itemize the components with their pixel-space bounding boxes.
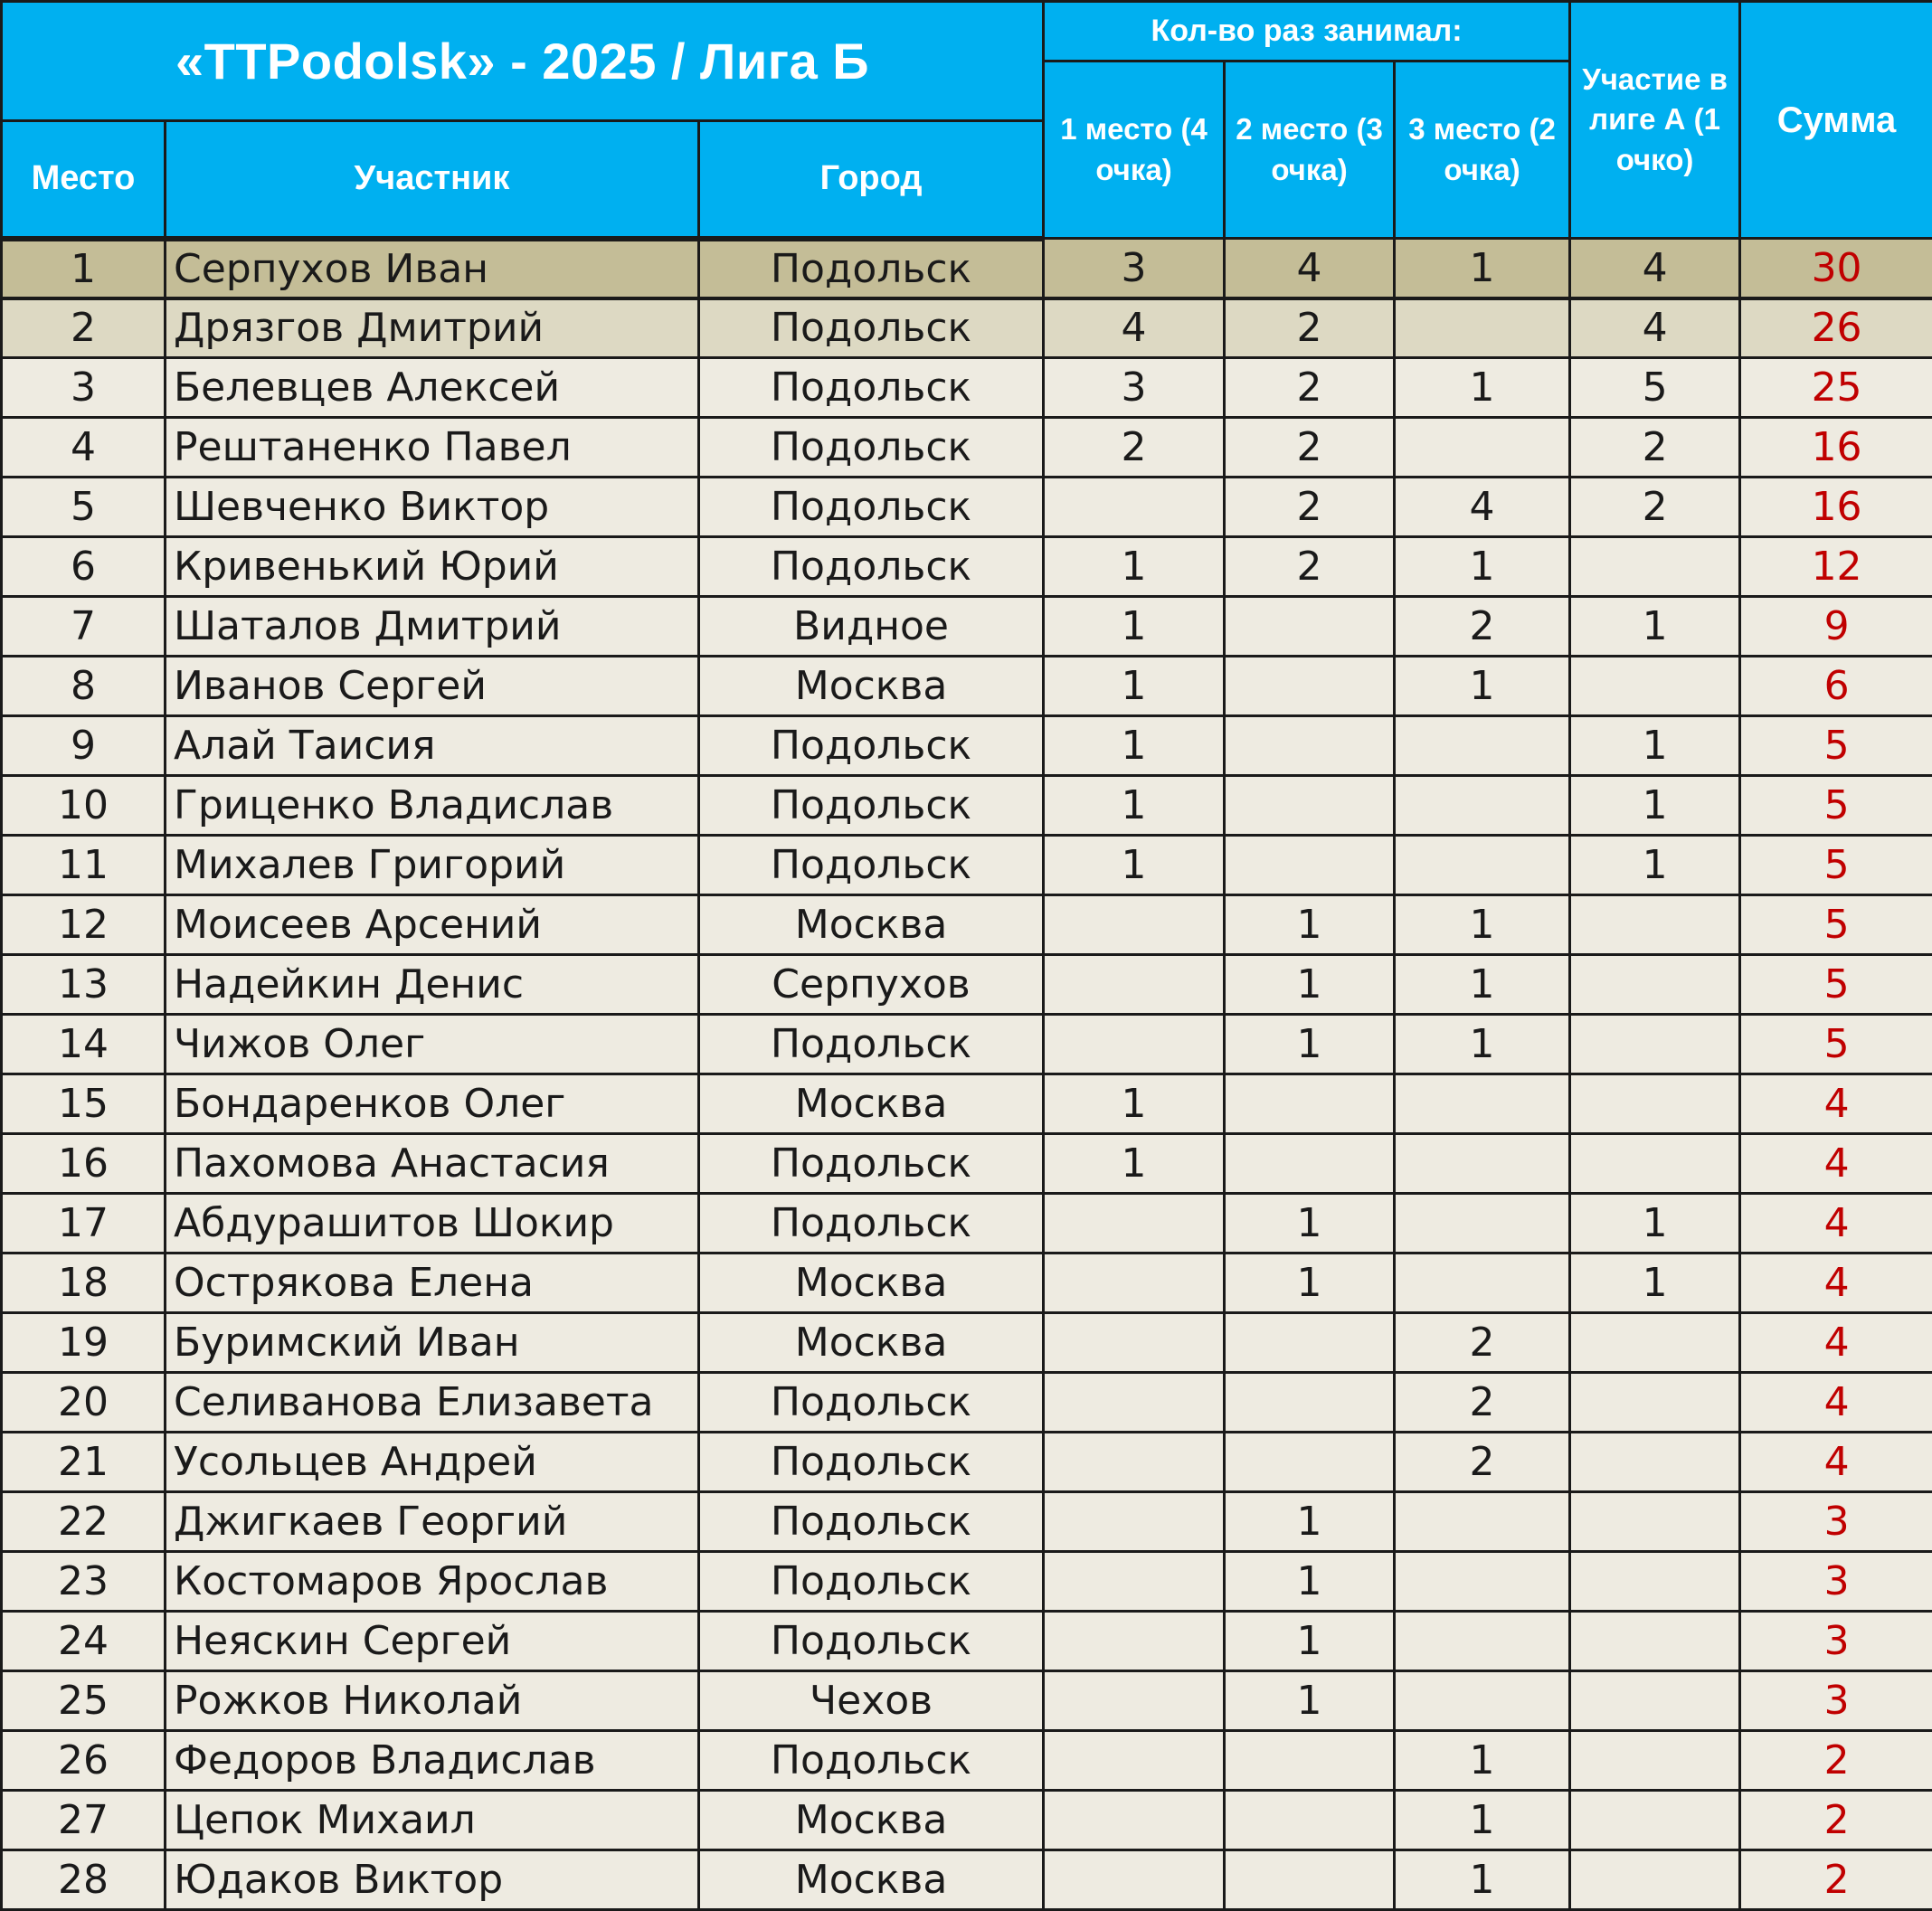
city-cell: Подольск bbox=[699, 1612, 1044, 1671]
table-row bbox=[2, 1134, 1932, 1194]
participant-cell: Абдурашитов Шокир bbox=[166, 1194, 699, 1254]
sum-cell: 4 bbox=[1740, 1194, 1932, 1254]
league-a-count-cell bbox=[1570, 1015, 1740, 1074]
league-a-count-cell bbox=[1570, 955, 1740, 1015]
table-row bbox=[2, 478, 1932, 537]
second-place-count-cell bbox=[1225, 657, 1395, 716]
third-place-count-cell: 1 bbox=[1395, 1850, 1570, 1910]
table-row bbox=[2, 1671, 1932, 1731]
sum-cell: 4 bbox=[1740, 1433, 1932, 1492]
table-row bbox=[2, 776, 1932, 836]
league-a-count-cell bbox=[1570, 537, 1740, 597]
first-place-count-cell bbox=[1044, 1492, 1225, 1552]
place-cell: 15 bbox=[2, 1074, 166, 1134]
table-row bbox=[2, 597, 1932, 657]
table-row bbox=[2, 418, 1932, 478]
first-place-count-cell: 1 bbox=[1044, 597, 1225, 657]
second-place-count-cell bbox=[1225, 1373, 1395, 1433]
table-row bbox=[2, 1433, 1932, 1492]
league-a-count-cell: 1 bbox=[1570, 716, 1740, 776]
city-cell: Подольск bbox=[699, 776, 1044, 836]
sum-cell: 2 bbox=[1740, 1850, 1932, 1910]
sum-cell: 4 bbox=[1740, 1254, 1932, 1313]
third-place-count-cell: 1 bbox=[1395, 1015, 1570, 1074]
sum-cell: 30 bbox=[1740, 239, 1932, 298]
first-place-count-cell bbox=[1044, 478, 1225, 537]
first-place-count-cell bbox=[1044, 1791, 1225, 1850]
third-place-count-cell: 1 bbox=[1395, 537, 1570, 597]
participant-cell: Кривенький Юрий bbox=[166, 537, 699, 597]
third-place-count-cell bbox=[1395, 776, 1570, 836]
league-a-count-cell: 2 bbox=[1570, 478, 1740, 537]
city-cell: Подольск bbox=[699, 1492, 1044, 1552]
participant-cell: Иванов Сергей bbox=[166, 657, 699, 716]
third-place-count-cell bbox=[1395, 1254, 1570, 1313]
times-placed-header: Кол-во раз занимал: bbox=[1044, 2, 1570, 61]
third-place-count-cell bbox=[1395, 298, 1570, 358]
league-a-count-cell bbox=[1570, 1074, 1740, 1134]
participant-cell: Надейкин Денис bbox=[166, 955, 699, 1015]
second-place-count-cell: 1 bbox=[1225, 1612, 1395, 1671]
first-place-header: 1 место (4 очка) bbox=[1044, 61, 1225, 239]
first-place-count-cell bbox=[1044, 1194, 1225, 1254]
city-cell: Подольск bbox=[699, 1194, 1044, 1254]
first-place-count-cell: 4 bbox=[1044, 298, 1225, 358]
first-place-count-cell bbox=[1044, 1552, 1225, 1612]
first-place-count-cell: 1 bbox=[1044, 836, 1225, 895]
league-a-header: Участие в лиге А (1 очко) bbox=[1570, 2, 1740, 239]
sum-cell: 3 bbox=[1740, 1612, 1932, 1671]
participant-cell: Чижов Олег bbox=[166, 1015, 699, 1074]
league-a-count-cell bbox=[1570, 657, 1740, 716]
sum-cell: 6 bbox=[1740, 657, 1932, 716]
city-cell: Подольск bbox=[699, 1134, 1044, 1194]
participant-cell: Цепок Михаил bbox=[166, 1791, 699, 1850]
second-place-count-cell: 1 bbox=[1225, 955, 1395, 1015]
city-cell: Подольск bbox=[699, 1373, 1044, 1433]
table-title: «TTPodolsk» - 2025 / Лига Б bbox=[2, 2, 1044, 121]
third-place-count-cell: 1 bbox=[1395, 1791, 1570, 1850]
table-header bbox=[2, 2, 1932, 239]
first-place-count-cell: 3 bbox=[1044, 239, 1225, 298]
sum-cell: 5 bbox=[1740, 836, 1932, 895]
sum-cell: 5 bbox=[1740, 955, 1932, 1015]
second-place-header: 2 место (3 очка) bbox=[1225, 61, 1395, 239]
participant-cell: Усольцев Андрей bbox=[166, 1433, 699, 1492]
participant-cell: Буримский Иван bbox=[166, 1313, 699, 1373]
second-place-count-cell: 1 bbox=[1225, 1015, 1395, 1074]
city-cell: Подольск bbox=[699, 1731, 1044, 1791]
second-place-count-cell bbox=[1225, 1313, 1395, 1373]
place-cell: 12 bbox=[2, 895, 166, 955]
league-a-count-cell bbox=[1570, 1552, 1740, 1612]
league-a-count-cell bbox=[1570, 1373, 1740, 1433]
table-row bbox=[2, 1552, 1932, 1612]
third-place-count-cell: 1 bbox=[1395, 358, 1570, 418]
third-place-count-cell bbox=[1395, 418, 1570, 478]
place-cell: 18 bbox=[2, 1254, 166, 1313]
city-cell: Подольск bbox=[699, 298, 1044, 358]
sum-cell: 16 bbox=[1740, 418, 1932, 478]
sum-cell: 4 bbox=[1740, 1074, 1932, 1134]
participant-cell: Костомаров Ярослав bbox=[166, 1552, 699, 1612]
city-cell: Чехов bbox=[699, 1671, 1044, 1731]
first-place-count-cell bbox=[1044, 1612, 1225, 1671]
city-cell: Подольск bbox=[699, 239, 1044, 298]
third-place-count-cell: 1 bbox=[1395, 895, 1570, 955]
first-place-count-cell: 1 bbox=[1044, 537, 1225, 597]
sum-cell: 26 bbox=[1740, 298, 1932, 358]
table-row bbox=[2, 955, 1932, 1015]
city-cell: Подольск bbox=[699, 537, 1044, 597]
place-cell: 21 bbox=[2, 1433, 166, 1492]
sum-cell: 3 bbox=[1740, 1492, 1932, 1552]
third-place-count-cell bbox=[1395, 1492, 1570, 1552]
league-a-count-cell: 5 bbox=[1570, 358, 1740, 418]
participant-cell: Острякова Елена bbox=[166, 1254, 699, 1313]
participant-cell: Шевченко Виктор bbox=[166, 478, 699, 537]
third-place-count-cell: 1 bbox=[1395, 657, 1570, 716]
second-place-count-cell: 2 bbox=[1225, 418, 1395, 478]
sum-header: Сумма bbox=[1740, 2, 1932, 239]
city-cell: Подольск bbox=[699, 716, 1044, 776]
place-cell: 10 bbox=[2, 776, 166, 836]
third-place-count-cell: 2 bbox=[1395, 597, 1570, 657]
table-row bbox=[2, 358, 1932, 418]
sum-cell: 25 bbox=[1740, 358, 1932, 418]
sum-cell: 5 bbox=[1740, 776, 1932, 836]
second-place-count-cell bbox=[1225, 716, 1395, 776]
city-cell: Москва bbox=[699, 657, 1044, 716]
place-cell: 4 bbox=[2, 418, 166, 478]
participant-cell: Шаталов Дмитрий bbox=[166, 597, 699, 657]
league-a-count-cell bbox=[1570, 1850, 1740, 1910]
second-place-count-cell bbox=[1225, 1433, 1395, 1492]
third-place-count-cell bbox=[1395, 1134, 1570, 1194]
participant-header: Участник bbox=[166, 121, 699, 239]
place-cell: 11 bbox=[2, 836, 166, 895]
place-cell: 6 bbox=[2, 537, 166, 597]
third-place-count-cell bbox=[1395, 1552, 1570, 1612]
city-cell: Москва bbox=[699, 895, 1044, 955]
participant-cell: Неяскин Сергей bbox=[166, 1612, 699, 1671]
first-place-count-cell: 1 bbox=[1044, 776, 1225, 836]
city-cell: Москва bbox=[699, 1850, 1044, 1910]
league-a-count-cell bbox=[1570, 1612, 1740, 1671]
sum-cell: 3 bbox=[1740, 1671, 1932, 1731]
place-cell: 9 bbox=[2, 716, 166, 776]
league-a-count-cell: 2 bbox=[1570, 418, 1740, 478]
place-cell: 28 bbox=[2, 1850, 166, 1910]
first-place-count-cell: 1 bbox=[1044, 657, 1225, 716]
participant-cell: Юдаков Виктор bbox=[166, 1850, 699, 1910]
second-place-count-cell bbox=[1225, 1731, 1395, 1791]
city-cell: Серпухов bbox=[699, 955, 1044, 1015]
city-cell: Подольск bbox=[699, 1433, 1044, 1492]
third-place-header: 3 место (2 очка) bbox=[1395, 61, 1570, 239]
third-place-count-cell: 2 bbox=[1395, 1373, 1570, 1433]
city-header: Город bbox=[699, 121, 1044, 239]
second-place-count-cell: 1 bbox=[1225, 895, 1395, 955]
place-cell: 13 bbox=[2, 955, 166, 1015]
first-place-count-cell bbox=[1044, 955, 1225, 1015]
place-cell: 26 bbox=[2, 1731, 166, 1791]
participant-cell: Моисеев Арсений bbox=[166, 895, 699, 955]
second-place-count-cell: 1 bbox=[1225, 1492, 1395, 1552]
place-cell: 2 bbox=[2, 298, 166, 358]
sum-cell: 5 bbox=[1740, 895, 1932, 955]
participant-cell: Бондаренков Олег bbox=[166, 1074, 699, 1134]
second-place-count-cell: 1 bbox=[1225, 1194, 1395, 1254]
table-row bbox=[2, 657, 1932, 716]
table-row bbox=[2, 836, 1932, 895]
first-place-count-cell bbox=[1044, 1671, 1225, 1731]
third-place-count-cell: 2 bbox=[1395, 1433, 1570, 1492]
first-place-count-cell: 2 bbox=[1044, 418, 1225, 478]
city-cell: Москва bbox=[699, 1254, 1044, 1313]
city-cell: Подольск bbox=[699, 836, 1044, 895]
league-a-count-cell: 1 bbox=[1570, 597, 1740, 657]
third-place-count-cell bbox=[1395, 1074, 1570, 1134]
sum-cell: 5 bbox=[1740, 1015, 1932, 1074]
first-place-count-cell bbox=[1044, 895, 1225, 955]
first-place-count-cell: 1 bbox=[1044, 716, 1225, 776]
place-cell: 16 bbox=[2, 1134, 166, 1194]
first-place-count-cell: 3 bbox=[1044, 358, 1225, 418]
table-row bbox=[2, 1850, 1932, 1910]
place-cell: 3 bbox=[2, 358, 166, 418]
first-place-count-cell bbox=[1044, 1433, 1225, 1492]
participant-cell: Белевцев Алексей bbox=[166, 358, 699, 418]
table-row bbox=[2, 1254, 1932, 1313]
table-body bbox=[2, 239, 1932, 1910]
league-a-count-cell bbox=[1570, 1433, 1740, 1492]
sum-cell: 4 bbox=[1740, 1373, 1932, 1433]
place-cell: 7 bbox=[2, 597, 166, 657]
third-place-count-cell: 4 bbox=[1395, 478, 1570, 537]
second-place-count-cell: 2 bbox=[1225, 358, 1395, 418]
place-cell: 20 bbox=[2, 1373, 166, 1433]
first-place-count-cell bbox=[1044, 1254, 1225, 1313]
league-a-count-cell bbox=[1570, 1492, 1740, 1552]
table-row bbox=[2, 298, 1932, 358]
participant-cell: Серпухов Иван bbox=[166, 239, 699, 298]
participant-cell: Алай Таисия bbox=[166, 716, 699, 776]
participant-cell: Джигкаев Георгий bbox=[166, 1492, 699, 1552]
table-row bbox=[2, 1074, 1932, 1134]
sum-cell: 4 bbox=[1740, 1313, 1932, 1373]
third-place-count-cell: 1 bbox=[1395, 955, 1570, 1015]
first-place-count-cell bbox=[1044, 1850, 1225, 1910]
place-cell: 19 bbox=[2, 1313, 166, 1373]
city-cell: Москва bbox=[699, 1791, 1044, 1850]
second-place-count-cell bbox=[1225, 1074, 1395, 1134]
city-cell: Москва bbox=[699, 1074, 1044, 1134]
table-row bbox=[2, 1492, 1932, 1552]
table-row bbox=[2, 1731, 1932, 1791]
table-row bbox=[2, 537, 1932, 597]
participant-cell: Дрязгов Дмитрий bbox=[166, 298, 699, 358]
city-cell: Подольск bbox=[699, 1015, 1044, 1074]
second-place-count-cell bbox=[1225, 1134, 1395, 1194]
second-place-count-cell: 1 bbox=[1225, 1671, 1395, 1731]
place-cell: 24 bbox=[2, 1612, 166, 1671]
table-row bbox=[2, 895, 1932, 955]
second-place-count-cell: 4 bbox=[1225, 239, 1395, 298]
league-a-count-cell: 1 bbox=[1570, 776, 1740, 836]
third-place-count-cell bbox=[1395, 1612, 1570, 1671]
sum-cell: 2 bbox=[1740, 1731, 1932, 1791]
second-place-count-cell: 1 bbox=[1225, 1552, 1395, 1612]
second-place-count-cell: 2 bbox=[1225, 537, 1395, 597]
third-place-count-cell bbox=[1395, 716, 1570, 776]
place-cell: 14 bbox=[2, 1015, 166, 1074]
sum-cell: 4 bbox=[1740, 1134, 1932, 1194]
table-row bbox=[2, 1791, 1932, 1850]
league-a-count-cell bbox=[1570, 1731, 1740, 1791]
table-row bbox=[2, 1612, 1932, 1671]
second-place-count-cell bbox=[1225, 1791, 1395, 1850]
first-place-count-cell bbox=[1044, 1313, 1225, 1373]
league-a-count-cell: 1 bbox=[1570, 836, 1740, 895]
participant-cell: Рожков Николай bbox=[166, 1671, 699, 1731]
first-place-count-cell bbox=[1044, 1731, 1225, 1791]
table-row bbox=[2, 1313, 1932, 1373]
third-place-count-cell bbox=[1395, 1671, 1570, 1731]
city-cell: Москва bbox=[699, 1313, 1044, 1373]
third-place-count-cell: 1 bbox=[1395, 239, 1570, 298]
place-cell: 23 bbox=[2, 1552, 166, 1612]
second-place-count-cell bbox=[1225, 776, 1395, 836]
league-a-count-cell: 1 bbox=[1570, 1194, 1740, 1254]
sum-cell: 9 bbox=[1740, 597, 1932, 657]
participant-cell: Гриценко Владислав bbox=[166, 776, 699, 836]
sum-cell: 12 bbox=[1740, 537, 1932, 597]
city-cell: Видное bbox=[699, 597, 1044, 657]
sum-cell: 16 bbox=[1740, 478, 1932, 537]
second-place-count-cell: 2 bbox=[1225, 298, 1395, 358]
league-a-count-cell: 4 bbox=[1570, 239, 1740, 298]
participant-cell: Пахомова Анастасия bbox=[166, 1134, 699, 1194]
second-place-count-cell: 2 bbox=[1225, 478, 1395, 537]
sum-cell: 3 bbox=[1740, 1552, 1932, 1612]
second-place-count-cell bbox=[1225, 597, 1395, 657]
first-place-count-cell: 1 bbox=[1044, 1134, 1225, 1194]
place-cell: 25 bbox=[2, 1671, 166, 1731]
second-place-count-cell: 1 bbox=[1225, 1254, 1395, 1313]
participant-cell: Рештаненко Павел bbox=[166, 418, 699, 478]
city-cell: Подольск bbox=[699, 478, 1044, 537]
place-header: Место bbox=[2, 121, 166, 239]
participant-cell: Михалев Григорий bbox=[166, 836, 699, 895]
league-a-count-cell bbox=[1570, 1134, 1740, 1194]
place-cell: 27 bbox=[2, 1791, 166, 1850]
third-place-count-cell: 2 bbox=[1395, 1313, 1570, 1373]
place-cell: 22 bbox=[2, 1492, 166, 1552]
league-a-count-cell bbox=[1570, 1671, 1740, 1731]
table-row bbox=[2, 1373, 1932, 1433]
first-place-count-cell bbox=[1044, 1015, 1225, 1074]
sum-cell: 2 bbox=[1740, 1791, 1932, 1850]
league-a-count-cell bbox=[1570, 895, 1740, 955]
first-place-count-cell bbox=[1044, 1373, 1225, 1433]
table-row bbox=[2, 1015, 1932, 1074]
league-a-count-cell bbox=[1570, 1791, 1740, 1850]
third-place-count-cell bbox=[1395, 1194, 1570, 1254]
place-cell: 5 bbox=[2, 478, 166, 537]
league-a-count-cell bbox=[1570, 1313, 1740, 1373]
league-a-count-cell: 1 bbox=[1570, 1254, 1740, 1313]
table-row bbox=[2, 1194, 1932, 1254]
city-cell: Подольск bbox=[699, 418, 1044, 478]
city-cell: Подольск bbox=[699, 358, 1044, 418]
league-a-count-cell: 4 bbox=[1570, 298, 1740, 358]
place-cell: 17 bbox=[2, 1194, 166, 1254]
city-cell: Подольск bbox=[699, 1552, 1044, 1612]
participant-cell: Федоров Владислав bbox=[166, 1731, 699, 1791]
sum-cell: 5 bbox=[1740, 716, 1932, 776]
participant-cell: Селиванова Елизавета bbox=[166, 1373, 699, 1433]
third-place-count-cell bbox=[1395, 836, 1570, 895]
table-row bbox=[2, 716, 1932, 776]
place-cell: 8 bbox=[2, 657, 166, 716]
place-cell: 1 bbox=[2, 239, 166, 298]
table-row bbox=[2, 239, 1932, 298]
third-place-count-cell: 1 bbox=[1395, 1731, 1570, 1791]
first-place-count-cell: 1 bbox=[1044, 1074, 1225, 1134]
second-place-count-cell bbox=[1225, 836, 1395, 895]
second-place-count-cell bbox=[1225, 1850, 1395, 1910]
